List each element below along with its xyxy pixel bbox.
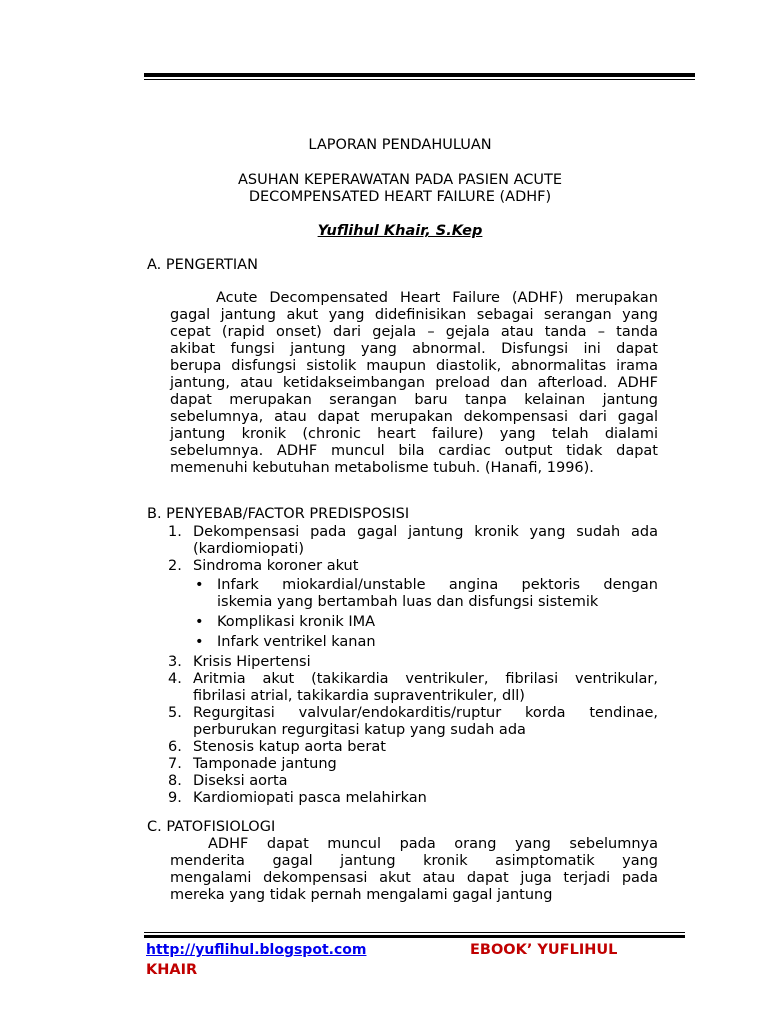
list-item bbox=[168, 558, 658, 651]
header-rule-thick bbox=[144, 73, 695, 77]
section-a-line: sebelumnya, atau dapat merupakan dekompensasi dari gagal bbox=[170, 409, 658, 425]
list-item-number: 3. bbox=[168, 654, 182, 670]
section-c-line: mengalami dekompensasi akut atau dapat juga terjadi pada bbox=[170, 870, 658, 886]
list-item-text: Tamponade jantung bbox=[193, 756, 337, 772]
section-a-line: jantung, atau ketidakseimbangan preload dan afterload. ADHF bbox=[170, 375, 658, 391]
sub-list-item bbox=[193, 577, 658, 611]
list-item bbox=[168, 705, 658, 739]
list-item bbox=[168, 790, 658, 807]
section-c-line: mereka yang tidak pernah mengalami gagal jantung bbox=[170, 887, 553, 903]
section-a-line: memenuhi kebutuhan metabolisme tubuh. (Hanafi, 1996). bbox=[170, 460, 594, 476]
author-name: Yuflihul Khair, S.Kep bbox=[317, 223, 483, 239]
list-item-text: Kardiomiopati pasca melahirkan bbox=[193, 790, 427, 806]
list-item-text: Krisis Hipertensi bbox=[193, 654, 311, 670]
bullet-icon: • bbox=[195, 614, 204, 630]
bullet-icon: • bbox=[195, 634, 204, 650]
list-item-number: 5. bbox=[168, 705, 182, 721]
section-c-heading: C. PATOFISIOLOGI bbox=[147, 819, 276, 835]
section-c-paragraph bbox=[170, 836, 658, 904]
section-a-paragraph bbox=[170, 290, 658, 477]
section-b-heading: B. PENYEBAB/FACTOR PREDISPOSISI bbox=[147, 506, 410, 522]
sub-list-item bbox=[193, 614, 658, 631]
sub-list-item-text: Infark miokardial/unstable angina pektoris dengan bbox=[217, 577, 658, 593]
sub-list-item bbox=[193, 634, 658, 651]
list-item-text: Sindroma koroner akut bbox=[193, 558, 359, 574]
list-item bbox=[168, 739, 658, 756]
section-a-line: cepat (rapid onset) dari gejala – gejala atau tanda – tanda bbox=[170, 324, 658, 340]
bullet-icon: • bbox=[195, 577, 204, 593]
subtitle-line-2: DECOMPENSATED HEART FAILURE (ADHF) bbox=[248, 189, 552, 205]
list-item bbox=[168, 671, 658, 705]
footer-rule-thin bbox=[144, 932, 685, 933]
header-rule-thin bbox=[144, 79, 695, 80]
list-item-text: Diseksi aorta bbox=[193, 773, 288, 789]
list-item-text: fibrilasi atrial, takikardia supraventrikuler, dll) bbox=[193, 688, 525, 704]
list-item-text: (kardiomiopati) bbox=[193, 541, 304, 557]
sub-list-item-text: iskemia yang bertambah luas dan disfungsi sistemik bbox=[217, 594, 599, 610]
section-a-line: gagal jantung akut yang didefinisikan sebagai serangan yang bbox=[170, 307, 658, 323]
section-c-line: menderita gagal jantung kronik asimptomatik yang bbox=[170, 853, 658, 869]
predisposition-list bbox=[168, 524, 658, 807]
section-a-line: berupa disfungsi sistolik maupun diastolik, abnormalitas irama bbox=[170, 358, 658, 374]
report-title: LAPORAN PENDAHULUAN bbox=[308, 137, 492, 153]
list-item-number: 4. bbox=[168, 671, 182, 687]
sub-list-item-text: Komplikasi kronik IMA bbox=[217, 614, 376, 630]
list-item bbox=[168, 773, 658, 790]
list-item-text: Aritmia akut (takikardia ventrikuler, fibrilasi ventrikular, bbox=[193, 671, 658, 687]
list-item-number: 1. bbox=[168, 524, 182, 540]
ebook-brand-continued: KHAIR bbox=[146, 962, 198, 978]
list-item bbox=[168, 756, 658, 773]
blog-link[interactable]: http://yuflihul.blogspot.com bbox=[146, 942, 367, 958]
list-item-text: Regurgitasi valvular/endokarditis/ruptur korda tendinae, bbox=[193, 705, 658, 721]
sub-list bbox=[193, 577, 658, 651]
footer-rule-thick bbox=[144, 935, 685, 938]
section-a-line: akibat fungsi jantung yang abnormal. Disfungsi ini dapat bbox=[170, 341, 658, 357]
sub-list-item-text: Infark ventrikel kanan bbox=[217, 634, 376, 650]
section-a-heading: A. PENGERTIAN bbox=[147, 257, 258, 273]
list-item-number: 9. bbox=[168, 790, 182, 806]
subtitle-line-1: ASUHAN KEPERAWATAN PADA PASIEN ACUTE bbox=[237, 172, 563, 188]
ebook-brand: EBOOK’ YUFLIHUL bbox=[470, 942, 618, 958]
list-item bbox=[168, 654, 658, 671]
list-item-number: 2. bbox=[168, 558, 182, 574]
list-item-number: 6. bbox=[168, 739, 182, 755]
section-a-line: Acute Decompensated Heart Failure (ADHF) merupakan bbox=[216, 290, 658, 306]
list-item-number: 8. bbox=[168, 773, 182, 789]
list-item-text: Stenosis katup aorta berat bbox=[193, 739, 386, 755]
section-a-line: jantung kronik (chronic heart failure) yang telah dialami bbox=[170, 426, 658, 442]
section-c-line: ADHF dapat muncul pada orang yang sebelumnya bbox=[208, 836, 658, 852]
list-item-text: perburukan regurgitasi katup yang sudah ada bbox=[193, 722, 526, 738]
list-item-text: Dekompensasi pada gagal jantung kronik yang sudah ada bbox=[193, 524, 658, 540]
list-item bbox=[168, 524, 658, 558]
list-item-number: 7. bbox=[168, 756, 182, 772]
section-a-line: sebelumnya. ADHF muncul bila cardiac output tidak dapat bbox=[170, 443, 658, 459]
section-a-line: dapat merupakan serangan baru tanpa kelainan jantung bbox=[170, 392, 658, 408]
